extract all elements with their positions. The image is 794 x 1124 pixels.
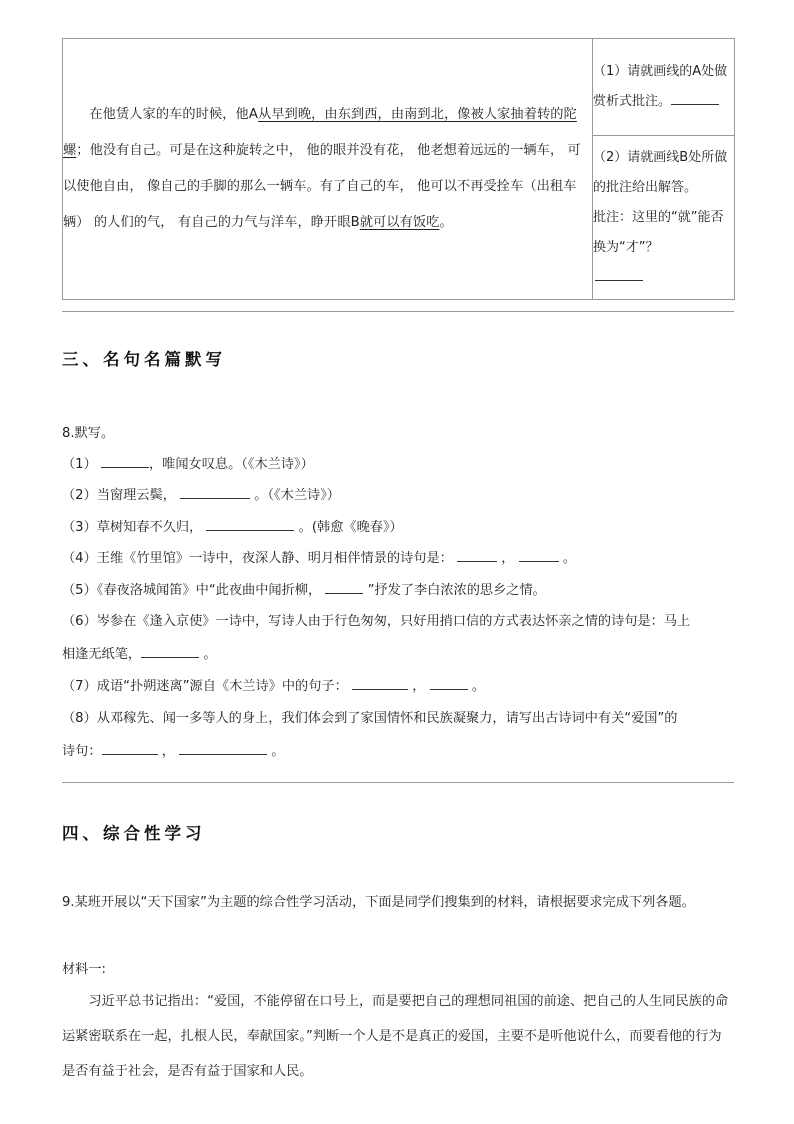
material-label: 材料一: (62, 962, 107, 977)
material-1-text: 习近平总书记指出：“爱国，不能停留在口号上，而是要把自己的理想同祖国的前途、把自己的人生同民族的命运紧密联系在一起，扎根人民，奉献国家。”判断一个人是不是真正的爱国，主要不是听他说什么，而要看他的行为是否有益于社会，是否有益于国家和人民。 (62, 994, 729, 1079)
list-item-continued: 相逢无纸笔， 。 (62, 647, 217, 662)
annotation-table (62, 38, 735, 300)
underline-b: 就可以有饭吃 (359, 215, 440, 230)
side-question-1: （1）请就画线的A处做赏析式批注。 (593, 64, 728, 109)
passage-cell (63, 39, 593, 300)
underline-a: 从早到晚，由东到西，由南到北，像被人家抽着转的陀螺 (63, 107, 577, 158)
answer-blank[interactable] (457, 549, 497, 562)
list-item: （6）岑参在《逢入京使》一诗中，写诗人由于行色匆匆，只好用捎口信的方式表达怀亲之情的诗句是：马上 (62, 614, 691, 629)
answer-blank[interactable] (180, 486, 250, 499)
answer-blank[interactable] (179, 742, 267, 755)
side-question-2: （2）请就画线B处所做的批注给出解答。 (593, 149, 728, 195)
answer-blank[interactable] (671, 92, 719, 105)
side-cell-1 (593, 39, 735, 136)
answer-blank[interactable] (352, 677, 408, 690)
answer-blank[interactable] (430, 677, 468, 690)
question-8-title: 8.默写。 (62, 426, 115, 441)
section-title-3: 三、名句名篇默写 (62, 350, 226, 369)
answer-blank[interactable] (102, 742, 158, 755)
list-item: （2）当窗理云鬓， 。（《木兰诗》） (62, 488, 340, 503)
answer-blank[interactable] (206, 518, 294, 531)
list-item: （7）成语“扑朔迷离”源自《木兰诗》中的句子： ， 。 (62, 679, 485, 694)
question-9-intro: 9.某班开展以“天下国家”为主题的综合性学习活动，下面是同学们搜集到的材料，请根据要求完成下列各题。 (62, 895, 695, 910)
section-title-4: 四、综合性学习 (62, 824, 206, 843)
answer-blank[interactable] (519, 549, 559, 562)
list-item: （5）《春夜洛城闻笛》中“此夜曲中闻折柳， ”抒发了李白浓浓的思乡之情。 (62, 583, 546, 598)
side-annotation: 批注：这里的“就”能否换为“才”？ (593, 209, 724, 255)
list-item: （3）草树知春不久归， 。(韩愈《晚春》） (62, 520, 403, 535)
divider (62, 311, 734, 312)
answer-blank[interactable] (325, 581, 363, 594)
list-item-continued: 诗句： ， 。 (62, 744, 285, 759)
answer-blank[interactable] (101, 455, 149, 468)
passage-text: 在他赁人家的车的时候，他A从早到晚，由东到西，由南到北，像被人家抽着转的陀螺；他没有自己。可是在这种旋转之中， 他的眼并没有花， 他老想着远远的一辆车， 可以使他自由， 像自己的手脚的那么一辆车。有了自己的车， 他可以不再受拴车（出租车辆） 的人们的气， 有自己的力气与洋车，睁开眼B就可以有饭吃。 (63, 107, 581, 230)
list-item: （4）王维《竹里馆》一诗中，夜深人静、明月相伴情景的诗句是： ， 。 (62, 551, 577, 566)
list-item: （8）从邓稼先、闻一多等人的身上，我们体会到了家国情怀和民族凝聚力，请写出古诗词中有关“爱国”的 (62, 711, 678, 726)
divider (62, 782, 734, 783)
answer-blank[interactable] (141, 645, 199, 658)
answer-blank[interactable] (595, 268, 643, 281)
side-cell-2 (593, 136, 735, 300)
list-item: （1） ，唯闻女叹息。（《木兰诗》） (62, 457, 314, 472)
